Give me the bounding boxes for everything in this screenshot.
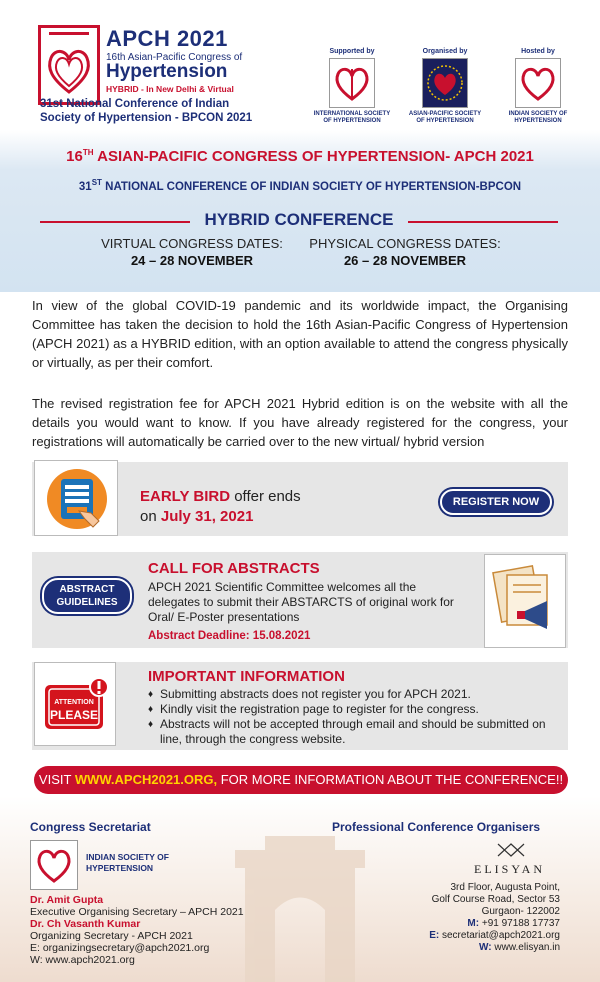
divider: [40, 221, 190, 223]
apch-subtitle: 16th Asian-Pacific Congress of: [106, 52, 243, 63]
visit-website-banner[interactable]: VISIT WWW.APCH2021.ORG, FOR MORE INFORMATION ABOUT THE CONFERENCE!!: [34, 766, 568, 794]
pco-website[interactable]: W: www.elisyan.in: [479, 942, 560, 953]
physical-dates: [300, 236, 510, 268]
contact-name: Dr. Ch Vasanth Kumar: [30, 918, 141, 930]
physical-dates-label: PHYSICAL CONGRESS DATES:: [309, 236, 501, 251]
heart-icon: [31, 841, 77, 889]
early-bird-date: July 31, 2021: [160, 508, 254, 525]
national-headline: 31ST NATIONAL CONFERENCE OF INDIAN SOCIETY OF HYPERTENSION-BPCON: [78, 178, 522, 193]
attention-icon-card: [34, 662, 116, 746]
org-hosted-by: [493, 48, 583, 125]
org-role: Organised by: [422, 48, 468, 55]
registration-paragraph: The revised registration fee for APCH 2021 Hybrid edition is on the website with all the details you would want to know. If you have already registered for the congress, your registrations will automatically be carried over to the new virtual/ hybrid version: [32, 396, 568, 449]
contact-name: Dr. Amit Gupta: [30, 894, 104, 906]
congress-headline: 16TH ASIAN-PACIFIC CONGRESS OF HYPERTENSION- APCH 2021: [66, 148, 534, 165]
apch-hybrid-tag: HYBRID - In New Delhi & Virtual: [106, 84, 234, 94]
org-name: INDIAN SOCIETY OF HYPERTENSION: [508, 111, 568, 124]
pco-phone: M: +91 97188 17737: [467, 918, 560, 929]
contact-role: Executive Organising Secretary – APCH 2021: [30, 906, 244, 918]
ish-logo: [329, 58, 375, 108]
org-organised-by: [400, 48, 490, 125]
early-bird-text: EARLY BIRD offer ends on July 31, 2021: [140, 488, 301, 525]
list-item: ♦ Kindly visit the registration page to register for the congress.: [148, 702, 548, 717]
heart-icon: [423, 59, 467, 107]
contact-email[interactable]: E: organizingsecretary@apch2021.org: [30, 942, 210, 954]
pco-address: 3rd Floor, Augusta Point,: [450, 882, 560, 893]
divider: [408, 221, 558, 223]
pco-email[interactable]: E: secretariat@apch2021.org: [429, 930, 560, 941]
org-role: Hosted by: [521, 48, 555, 55]
national-conference-line1: 31st National Conference of Indian: [40, 98, 230, 110]
ishyp-logo: [515, 58, 561, 108]
heart-icon: [516, 59, 560, 107]
pco-address: Golf Course Road, Sector 53: [431, 894, 560, 905]
pco-contacts: [429, 882, 560, 954]
virtual-dates-value: 24 – 28 NOVEMBER: [130, 253, 254, 268]
pco-name: ELISYAN: [474, 862, 545, 876]
org-name: INTERNATIONAL SOCIETY OF HYPERTENSION: [313, 111, 391, 124]
register-now-button[interactable]: REGISTER NOW: [440, 489, 552, 515]
abstract-guidelines-button[interactable]: ABSTRACT GUIDELINES: [42, 578, 132, 614]
org-name: ASIAN-PACIFIC SOCIETY OF HYPERTENSION: [408, 111, 482, 124]
pco-heading: Professional Conference Organisers: [332, 820, 541, 834]
abstracts-description: APCH 2021 Scientific Committee welcomes all the delegates to submit their ABSTARCTS of original work for Oral/ E-Poster presentations: [148, 580, 454, 624]
important-info-title: IMPORTANT INFORMATION: [148, 668, 345, 685]
virtual-dates-label: VIRTUAL CONGRESS DATES:: [101, 236, 283, 251]
ish-footer-logo: [30, 840, 78, 890]
important-info-list: [148, 687, 548, 747]
apch-hypertension: Hypertension: [106, 61, 228, 82]
secretariat-heading: Congress Secretariat: [30, 820, 151, 834]
org-role: Supported by: [329, 48, 375, 55]
registration-form-icon: [35, 461, 119, 537]
hybrid-conference-heading: HYBRID CONFERENCE: [204, 210, 394, 229]
abstracts-deadline: Abstract Deadline: 15.08.2021: [148, 630, 311, 642]
apch-title: APCH 2021: [106, 26, 228, 51]
header-banner: [0, 0, 600, 292]
intro-paragraph: In view of the global COVID-19 pandemic and its worldwide impact, the Organising Committee has taken the decision to hold the 16th Asian-Pacific Congress of Hypertension (APCH 2021) as a HYBRID edition, with an option available to attend the congress physically or virtually, as per their comfort.: [32, 298, 568, 370]
early-bird-label: EARLY BIRD: [140, 488, 231, 505]
contact-role: Organizing Secretary - APCH 2021: [30, 930, 193, 942]
early-bird-icon-card: [34, 460, 118, 536]
secretariat-contacts: [30, 894, 244, 966]
national-conference-line2: Society of Hypertension - BPCON 2021: [40, 112, 253, 124]
org-supported-by: [307, 48, 397, 125]
website-link[interactable]: WWW.APCH2021.ORG,: [74, 772, 218, 787]
pco-address: Gurgaon- 122002: [481, 906, 560, 917]
abstracts-icon-card: [484, 554, 566, 648]
heart-icon: [330, 59, 374, 107]
physical-dates-value: 26 – 28 NOVEMBER: [343, 253, 467, 268]
apch-logo: [38, 25, 100, 105]
attention-badge-text: ATTENTION PLEASE: [49, 699, 98, 722]
apsh-logo: [422, 58, 468, 108]
contact-website[interactable]: W: www.apch2021.org: [30, 954, 135, 966]
elisyan-logo-icon: [496, 842, 526, 858]
list-item: ♦ Submitting abstracts does not register you for APCH 2021.: [148, 687, 548, 702]
heart-icon: [45, 42, 93, 98]
megaphone-icon: [485, 555, 567, 649]
virtual-dates: [92, 236, 292, 268]
list-item: ♦ Abstracts will not be accepted through email and should be submitted on line, through the congress website.: [148, 717, 548, 747]
abstracts-title: CALL FOR ABSTRACTS: [148, 560, 320, 577]
society-name: INDIAN SOCIETY OF HYPERTENSION: [86, 852, 169, 873]
